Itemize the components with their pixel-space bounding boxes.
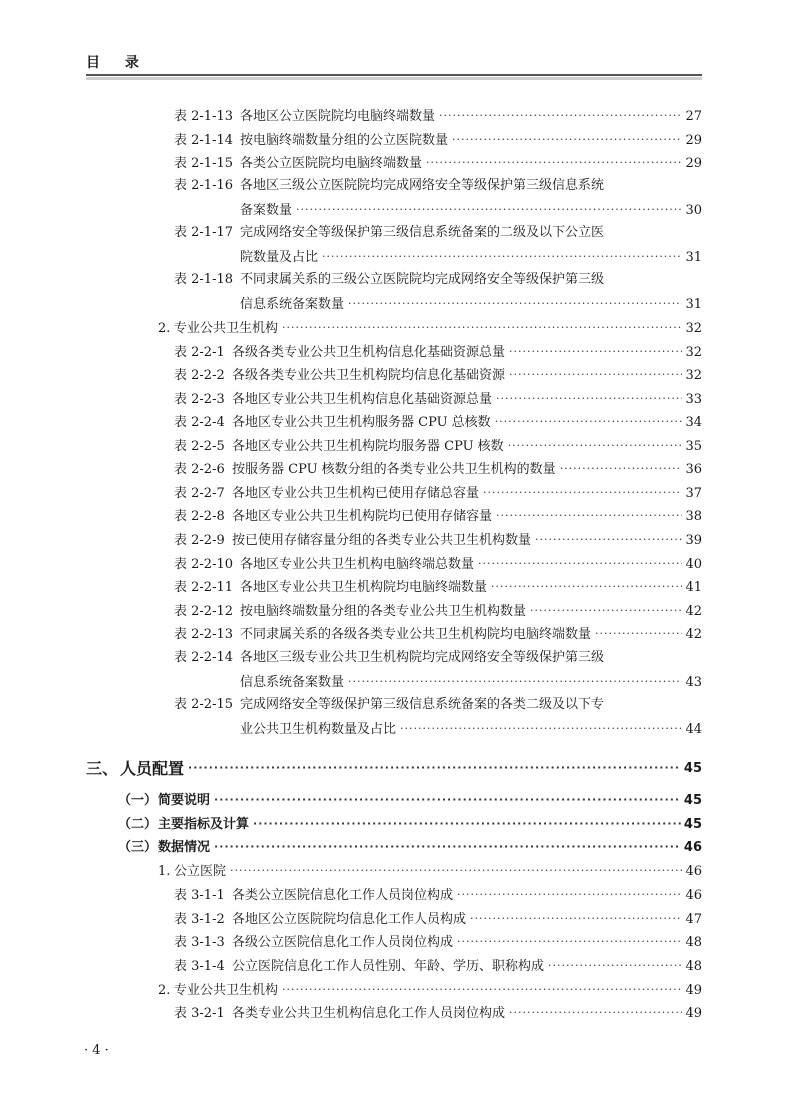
toc-entry-title: 各地区公立医院院均信息化工作人员构成 <box>232 912 467 927</box>
toc-entry-title: 各类公立医院院均电脑终端数量 <box>240 156 423 171</box>
toc-entry-title: 各地区专业公共卫生机构电脑终端总数量 <box>240 557 475 572</box>
toc-entry-title: 各地区三级公立医院院均完成网络安全等级保护第三级信息系统 <box>240 178 605 193</box>
toc-entry[interactable] <box>174 626 702 643</box>
toc-entry-title: 各地区三级专业公共卫生机构院均完成网络安全等级保护第三级 <box>240 650 605 665</box>
toc-entry[interactable] <box>174 414 702 431</box>
toc-entry-page: 30 <box>685 203 702 218</box>
dot-leader <box>509 344 682 360</box>
toc-entry-page: 45 <box>683 817 702 832</box>
dot-leader <box>495 414 683 430</box>
toc-entry-label: 表 3-1-2 <box>174 912 225 927</box>
dot-leader <box>282 982 682 998</box>
toc-entry-page: 47 <box>685 912 702 927</box>
toc-entry-title: 人员配置 <box>120 759 185 778</box>
toc-entry-page: 32 <box>685 345 702 360</box>
dot-leader <box>470 911 682 927</box>
dot-leader <box>188 760 681 776</box>
dot-leader <box>509 367 682 383</box>
toc-entry[interactable] <box>174 934 702 951</box>
dot-leader <box>400 721 682 737</box>
header-rule-shade <box>86 77 702 80</box>
toc-entry-page: 44 <box>685 722 702 737</box>
toc-entry[interactable] <box>158 320 702 337</box>
toc-entry-page: 41 <box>685 580 702 595</box>
page-header-title: 目 录 <box>86 55 149 71</box>
toc-entry-page: 45 <box>683 793 702 808</box>
toc-entry-page: 35 <box>685 439 702 454</box>
toc-entry-title: 各类专业公共卫生机构信息化工作人员岗位构成 <box>232 1006 506 1021</box>
toc-entry-page: 29 <box>685 133 702 148</box>
toc-entry-title: 不同隶属关系的三级公立医院院均完成网络安全等级保护第三级 <box>240 272 605 287</box>
toc-entry-title: 各地区专业公共卫生机构服务器 CPU 总核数 <box>232 415 491 430</box>
toc-entry-page: 40 <box>685 557 702 572</box>
dot-leader <box>595 626 682 642</box>
toc-entry-title: 各级各类专业公共卫生机构信息化基础资源总量 <box>232 345 506 360</box>
toc-entry-title: 完成网络安全等级保护第三级信息系统备案的各类二级及以下专 <box>240 697 605 712</box>
toc-entry-title: 专业公共卫生机构 <box>174 321 279 336</box>
toc-entry-title-continued: 信息系统备案数量 <box>240 297 345 312</box>
dot-leader <box>348 674 682 690</box>
toc-entry-continuation[interactable] <box>240 296 702 313</box>
toc-entry-page: 49 <box>685 1006 702 1021</box>
toc-entry-label: 表 2-2-11 <box>174 580 234 595</box>
toc-entry-page: 29 <box>685 156 702 171</box>
toc-entry-title: 按已使用存储容量分组的各类专业公共卫生机构数量 <box>232 533 532 548</box>
toc-entry-page: 45 <box>683 761 702 776</box>
toc-entry-page: 49 <box>685 983 702 998</box>
toc-entry-label: 表 3-1-4 <box>174 959 225 974</box>
toc-entry-label: 表 2-1-17 <box>174 225 234 240</box>
dot-leader <box>439 108 682 124</box>
toc-entry[interactable] <box>174 532 702 549</box>
header-rule <box>86 74 702 76</box>
toc-entry[interactable] <box>174 461 702 478</box>
toc-entry-page: 27 <box>685 109 702 124</box>
toc-entry[interactable] <box>174 697 608 713</box>
toc-entry-page: 46 <box>685 888 702 903</box>
toc-entry-title: 按电脑终端数量分组的公立医院数量 <box>240 133 449 148</box>
toc-entry-label: 表 2-2-1 <box>174 345 225 360</box>
toc-entry[interactable] <box>158 982 702 999</box>
dot-leader <box>296 202 682 218</box>
toc-entry-title-continued: 业公共卫生机构数量及占比 <box>240 722 397 737</box>
toc-entry-title: 各地区专业公共卫生机构已使用存储总容量 <box>232 486 480 501</box>
dot-leader <box>426 155 682 171</box>
toc-entry-title: 按服务器 CPU 核数分组的各类专业公共卫生机构的数量 <box>232 462 556 477</box>
toc-entry-page: 32 <box>685 368 702 383</box>
toc-entry[interactable] <box>174 225 608 241</box>
dot-leader <box>548 958 682 974</box>
toc-entry-label: 表 3-1-3 <box>174 935 225 950</box>
toc-entry[interactable] <box>174 438 702 455</box>
toc-entry-label: 表 2-1-14 <box>174 133 234 148</box>
toc-entry-title: 简要说明 <box>158 793 211 808</box>
toc-entry-page: 38 <box>685 509 702 524</box>
toc-entry-label: 表 2-2-2 <box>174 368 225 383</box>
toc-entry-label: 表 3-2-1 <box>174 1006 225 1021</box>
toc-entry-page: 31 <box>685 297 702 312</box>
dot-leader <box>214 839 681 855</box>
toc-entry[interactable] <box>174 155 702 172</box>
toc-entry[interactable] <box>174 178 608 194</box>
toc-entry-label: 2. <box>158 983 171 998</box>
toc-entry[interactable] <box>174 391 702 408</box>
toc-entry-label: 表 2-2-9 <box>174 533 225 548</box>
toc-entry-continuation[interactable] <box>240 202 702 219</box>
toc-entry-page: 36 <box>685 462 702 477</box>
toc-entry-label: 表 2-1-15 <box>174 156 234 171</box>
toc-entry[interactable] <box>174 603 702 620</box>
dot-leader <box>491 579 682 595</box>
toc-entry[interactable] <box>174 108 702 125</box>
toc-entry-title: 数据情况 <box>158 840 211 855</box>
toc-entry[interactable] <box>174 344 702 361</box>
toc-entry-title-continued: 信息系统备案数量 <box>240 675 345 690</box>
toc-entry-label: （二） <box>118 817 158 832</box>
toc-entry-title: 按电脑终端数量分组的各类专业公共卫生机构数量 <box>240 604 527 619</box>
toc-entry-page: 33 <box>685 392 702 407</box>
toc-entry[interactable] <box>174 887 702 904</box>
toc-entry-page: 42 <box>685 627 702 642</box>
toc-entry[interactable] <box>174 485 702 502</box>
toc-entry[interactable] <box>174 911 702 928</box>
toc-entry[interactable] <box>174 508 702 525</box>
toc-entry-title: 不同隶属关系的各级各类专业公共卫生机构院均电脑终端数量 <box>240 627 592 642</box>
toc-entry[interactable] <box>174 1005 702 1022</box>
page-number: · 4 · <box>84 1043 109 1058</box>
toc-entry-label: 表 2-2-10 <box>174 557 234 572</box>
toc-entry-label: 表 2-2-13 <box>174 627 234 642</box>
toc-entry-label: 表 2-2-4 <box>174 415 225 430</box>
toc-entry-label: 表 2-2-12 <box>174 604 234 619</box>
toc-entry-label: （三） <box>118 840 158 855</box>
toc-entry-label: 三、 <box>86 759 119 778</box>
toc-entry-label: 表 2-2-7 <box>174 486 225 501</box>
toc-entry-label: 表 2-1-18 <box>174 272 234 287</box>
toc-entry-label: 表 2-2-3 <box>174 392 225 407</box>
toc-entry-title: 各地区专业公共卫生机构院均电脑终端数量 <box>240 580 488 595</box>
toc-entry[interactable] <box>174 367 702 384</box>
toc-entry[interactable] <box>174 958 702 975</box>
toc-entry[interactable] <box>118 839 702 856</box>
toc-entry-title: 各地区专业公共卫生机构院均已使用存储容量 <box>232 509 493 524</box>
toc-entry[interactable] <box>158 863 702 880</box>
dot-leader <box>452 132 682 148</box>
toc-entry-title: 各类公立医院信息化工作人员岗位构成 <box>232 888 454 903</box>
dot-leader <box>509 1005 682 1021</box>
toc-entry-label: 表 2-2-14 <box>174 650 234 665</box>
toc-entry-title: 各地区专业公共卫生机构院均服务器 CPU 核数 <box>232 439 504 454</box>
toc-entry[interactable] <box>174 132 702 149</box>
toc-entry-title: 完成网络安全等级保护第三级信息系统备案的二级及以下公立医 <box>240 225 605 240</box>
toc-entry-label: 1. <box>158 864 171 879</box>
toc-entry-page: 48 <box>685 935 702 950</box>
toc-entry[interactable] <box>174 272 608 288</box>
toc-entry-page: 46 <box>685 864 702 879</box>
toc-entry-title: 各地区公立医院院均电脑终端数量 <box>240 109 436 124</box>
toc-entry-page: 34 <box>685 415 702 430</box>
dot-leader <box>478 556 682 572</box>
toc-entry[interactable] <box>118 792 702 809</box>
dot-leader <box>253 816 681 832</box>
dot-leader <box>508 438 683 454</box>
dot-leader <box>496 508 682 524</box>
toc-entry[interactable] <box>174 556 702 573</box>
dot-leader <box>457 887 682 903</box>
toc-entry-continuation[interactable] <box>240 674 702 691</box>
dot-leader <box>214 792 681 808</box>
dot-leader <box>282 320 682 336</box>
toc-entry-page: 48 <box>685 959 702 974</box>
toc-entry-label: （一） <box>118 793 158 808</box>
toc-entry-continuation[interactable] <box>240 249 702 266</box>
toc-entry-page: 37 <box>685 486 702 501</box>
dot-leader <box>560 461 683 477</box>
toc-entry-page: 31 <box>685 250 702 265</box>
toc-entry[interactable] <box>86 760 702 777</box>
toc-entry-page: 39 <box>685 533 702 548</box>
toc-entry-label: 表 3-1-1 <box>174 888 225 903</box>
toc-entry[interactable] <box>174 650 608 666</box>
toc-entry-title: 各地区专业公共卫生机构信息化基础资源总量 <box>232 392 493 407</box>
toc-entry-label: 表 2-2-5 <box>174 439 225 454</box>
toc-entry-title-continued: 院数量及占比 <box>240 250 319 265</box>
toc-entry-label: 表 2-2-15 <box>174 697 234 712</box>
dot-leader <box>483 485 682 501</box>
toc-entry-label: 表 2-1-13 <box>174 109 234 124</box>
dot-leader <box>530 603 682 619</box>
dot-leader <box>535 532 682 548</box>
toc-entry-label: 表 2-1-16 <box>174 178 234 193</box>
toc-entry-title: 公立医院 <box>174 864 227 879</box>
dot-leader <box>230 863 682 879</box>
dot-leader <box>348 296 682 312</box>
toc-entry-title: 公立医院信息化工作人员性别、年龄、学历、职称构成 <box>232 959 545 974</box>
toc-entry-title: 各级公立医院信息化工作人员岗位构成 <box>232 935 454 950</box>
toc-entry-page: 32 <box>685 321 702 336</box>
toc-entry-title-continued: 备案数量 <box>240 203 293 218</box>
toc-entry-label: 表 2-2-8 <box>174 509 225 524</box>
toc-entry-page: 42 <box>685 604 702 619</box>
toc-entry-label: 2. <box>158 321 171 336</box>
toc-entry-title: 专业公共卫生机构 <box>174 983 279 998</box>
toc-entry-label: 表 2-2-6 <box>174 462 225 477</box>
toc-entry-continuation[interactable] <box>240 721 702 738</box>
dot-leader <box>457 934 682 950</box>
toc-entry-title: 各级各类专业公共卫生机构院均信息化基础资源 <box>232 368 506 383</box>
dot-leader <box>496 391 682 407</box>
toc-entry-title: 主要指标及计算 <box>158 817 250 832</box>
toc-entry[interactable] <box>174 579 702 596</box>
toc-entry[interactable] <box>118 816 702 833</box>
toc-entry-page: 46 <box>683 840 702 855</box>
toc-entry-page: 43 <box>685 675 702 690</box>
dot-leader <box>322 249 682 265</box>
